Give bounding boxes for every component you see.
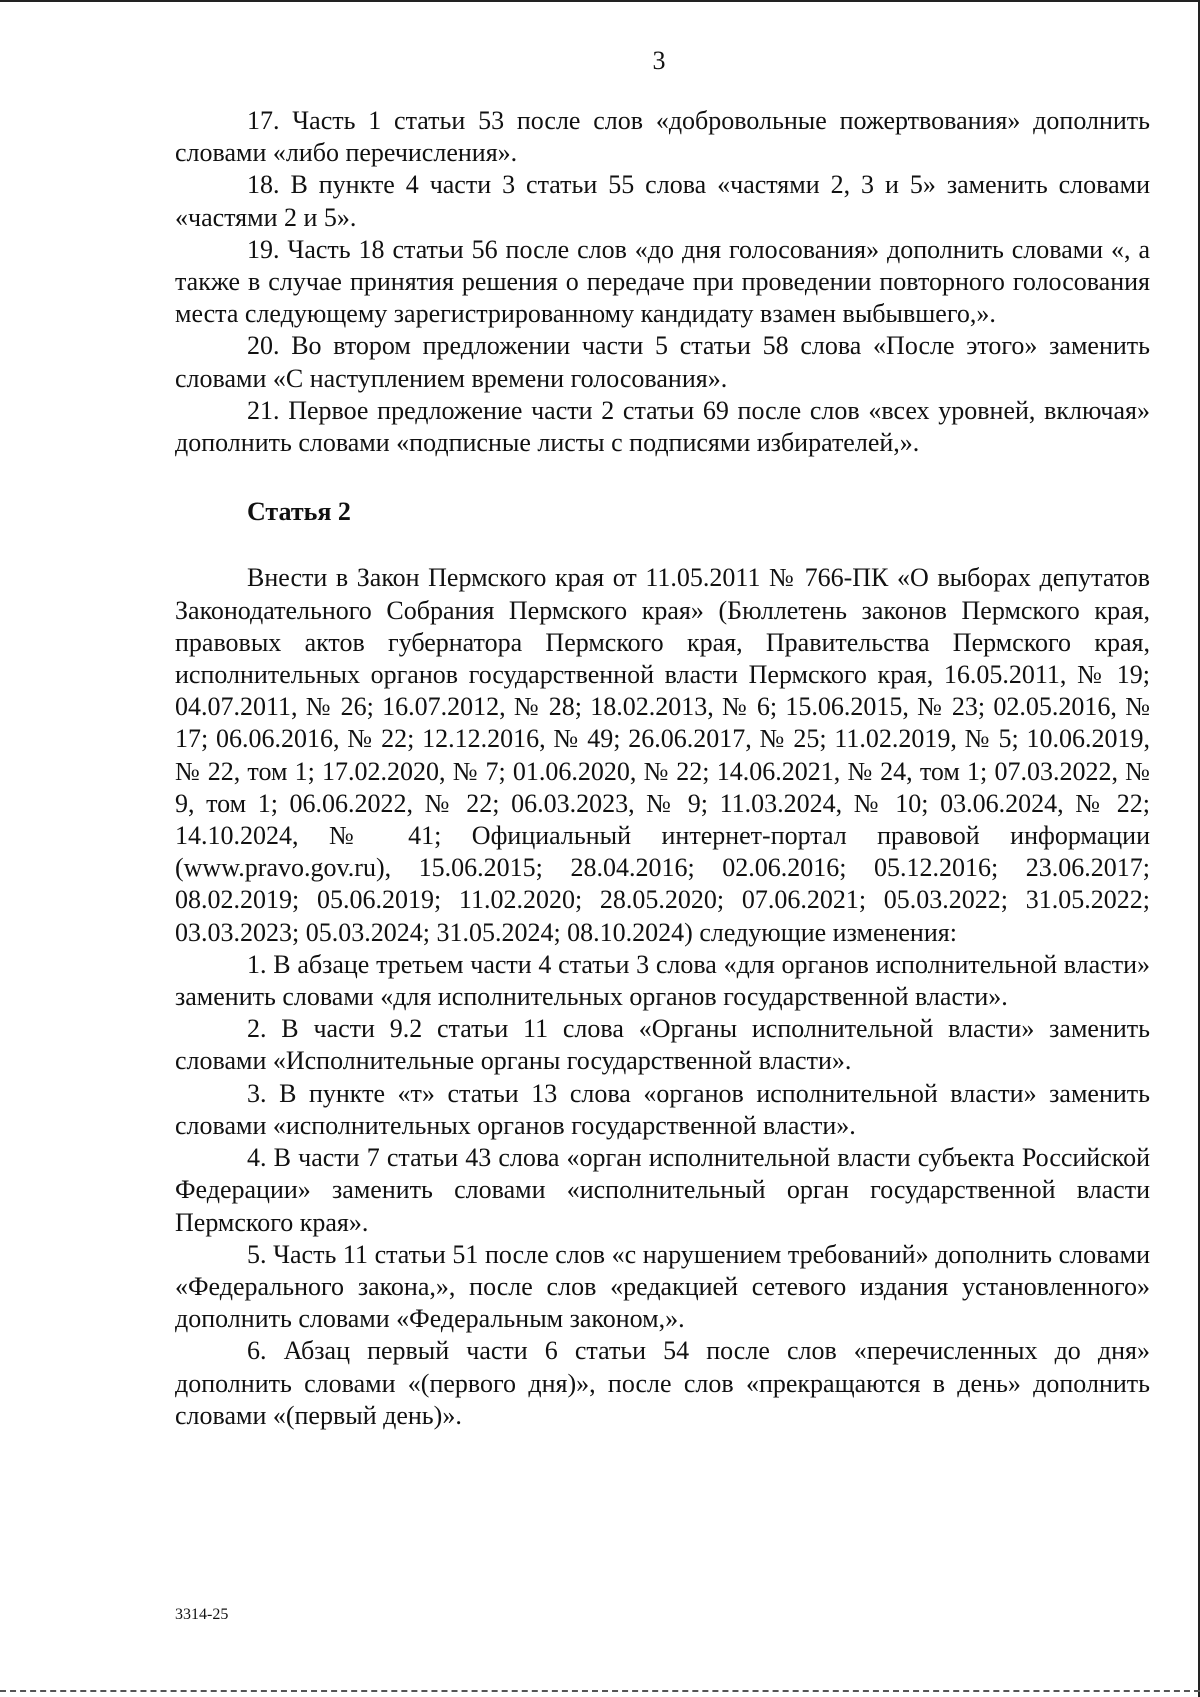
article1-item-21: 21. Первое предложение части 2 статьи 69 после слов «всех уровней, включая» дополнить словами «подписные листы с подписями избирателей,».	[175, 395, 1150, 458]
article2-item-2: 2. В части 9.2 статьи 11 слова «Органы исполнительной власти» заменить словами «Исполнительные органы государственной власти».	[175, 1014, 1150, 1076]
article1-item-20: 20. Во втором предложении части 5 статьи 58 слова «После этого» заменить словами «С наступлением времени голосования».	[175, 331, 1150, 393]
article1-item-19: 19. Часть 18 статьи 56 после слов «до дня голосования» дополнить словами «, а также в случае принятия решения о передаче при проведении повторного голосования места следующему зарегистрированному кандидату взамен выбывшего,».	[175, 234, 1150, 329]
document-code: 3314-25	[175, 1606, 229, 1623]
article2-heading: Статья 2	[247, 497, 351, 527]
scan-bottom-edge	[0, 1690, 1200, 1692]
article2-item-3: 3. В пункте «т» статьи 13 слова «органов исполнительной власти» заменить словами «исполнительных органов государственной власти».	[175, 1078, 1150, 1140]
article1-item-17: 17. Часть 1 статьи 53 после слов «добровольные пожертвования» дополнить словами «либо перечисления».	[175, 106, 1150, 168]
article2-item-5: 5. Часть 11 статьи 51 после слов «с нарушением требований» дополнить словами «Федерального закона,», после слов «редакцией сетевого издания установленного» дополнить словами «Федеральным законом,».	[175, 1239, 1150, 1334]
document-body	[175, 105, 1150, 1432]
article2-item-6: 6. Абзац первый части 6 статьи 54 после слов «перечисленных до дня» дополнить словами «(первого дня)», после слов «прекращаются в день» дополнить словами «(первый день)».	[175, 1336, 1150, 1430]
scan-border-top	[0, 0, 1200, 2]
article2-item-4: 4. В части 7 статьи 43 слова «орган исполнительной власти субъекта Российской Федерации» заменить словами «исполнительный орган государственной власти Пермского края».	[175, 1143, 1150, 1237]
article2-intro: Внести в Закон Пермского края от 11.05.2011 № 766-ПК «О выборах депутатов Законодательного Собрания Пермского края» (Бюллетень законов Пермского края, правовых актов губернатора Пермского края, Правительства Пермского края, исполнительных органов государственной власти Пермского края, 16.05.2011, № 19; 04.07.2011, № 26; 16.07.2012, № 28; 18.02.2013, № 6; 15.06.2015, № 23; 02.05.2016, № 17; 06.06.2016, № 22; 12.12.2016, № 49; 26.06.2017, № 25; 11.02.2019, № 5; 10.06.2019, № 22, том 1; 17.02.2020, № 7; 01.06.2020, № 22; 14.06.2021, № 24, том 1; 07.03.2022, № 9, том 1; 06.06.2022, № 22; 06.03.2023, № 9; 11.03.2024, № 10; 03.06.2024, № 22; 14.10.2024, № 41; Официальный интернет-портал правовой информации (www.pravo.gov.ru), 15.06.2015; 28.04.2016; 02.06.2016; 05.12.2016; 23.06.2017; 08.02.2019; 05.06.2019; 11.02.2020; 28.05.2020; 07.06.2021; 05.03.2022; 31.05.2022; 03.03.2023; 05.03.2024; 31.05.2024; 08.10.2024) следующие изменения:	[175, 563, 1150, 947]
article2-item-1: 1. В абзаце третьем части 4 статьи 3 слова «для органов исполнительной власти» заменить словами «для исполнительных органов государственной власти».	[175, 949, 1150, 1012]
article1-item-18: 18. В пункте 4 части 3 статьи 55 слова «частями 2, 3 и 5» заменить словами «частями 2 и 5».	[175, 170, 1150, 232]
page-number: 3	[652, 46, 666, 75]
